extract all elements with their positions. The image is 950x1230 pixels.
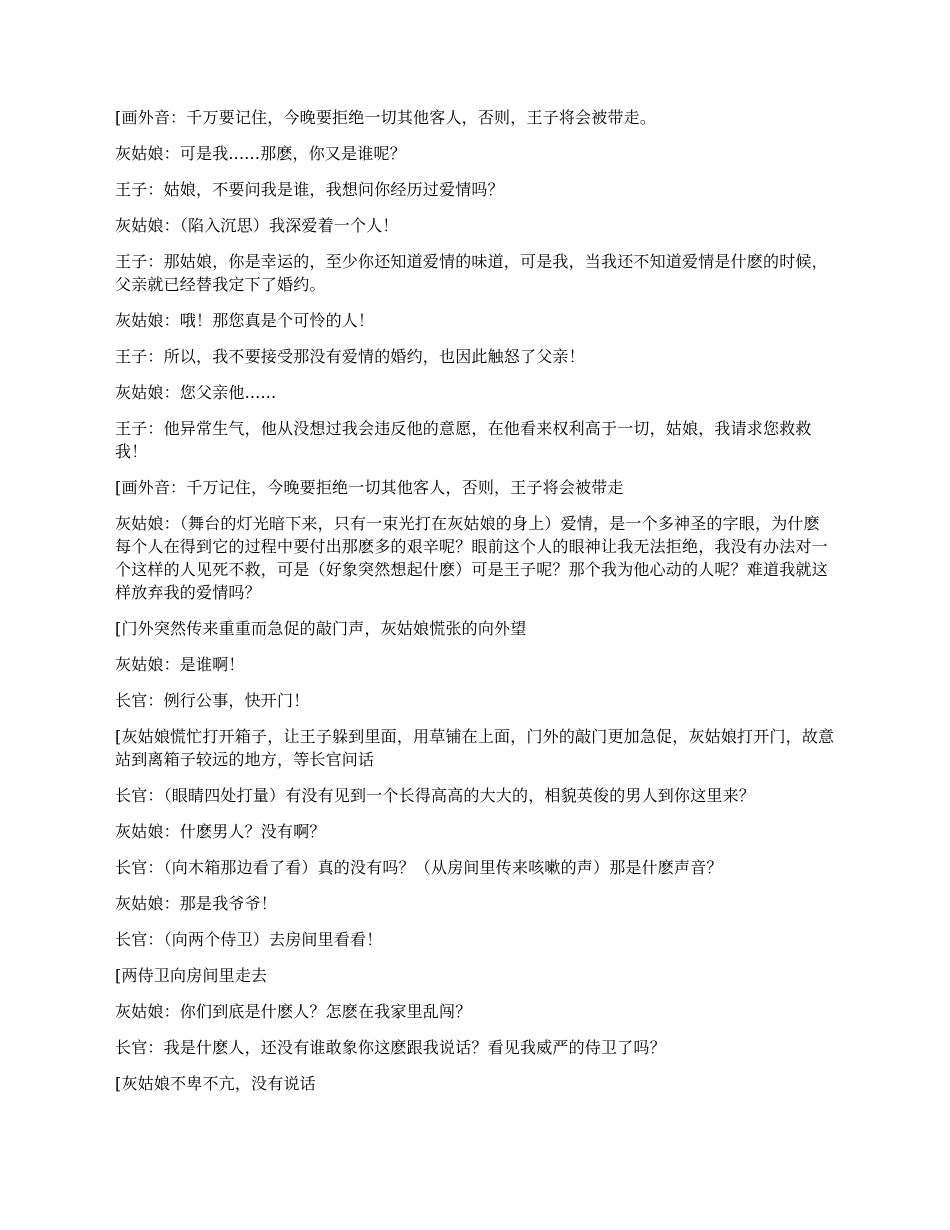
dialogue-line: 王子：那姑娘，你是幸运的，至少你还知道爱情的味道，可是我，当我还不知道爱情是什麽的时候，父亲就已经替我定下了婚约。 [115,252,828,294]
dialogue-line: 长官：（向两个侍卫）去房间里看看！ [115,930,383,949]
dialogue-line: 灰姑娘：你们到底是什麽人？怎麽在我家里乱闯？ [115,1002,472,1021]
dialogue-line: 王子：姑娘，不要问我是谁，我想问你经历过爱情吗？ [115,180,504,199]
dialogue-line: 灰姑娘：那是我爷爷！ [115,894,278,913]
dialogue-line: 灰姑娘：（舞台的灯光暗下来，只有一束光打在灰姑娘的身上）爱情，是一个多神圣的字眼，为什麽每个人在得到它的过程中要付出那麽多的艰辛呢？眼前这个人的眼神让我无法拒绝，我没有办法对一个这样的人见死不救，可是（好象突然想起什麽）可是王子呢？那个我为他心动的人呢？难道我就这样放弃我的爱情吗？ [115,514,828,602]
stage-direction: [灰姑娘不卑不亢，没有说话 [115,1074,316,1093]
dialogue-line: 灰姑娘：您父亲他...... [115,383,277,402]
dialogue-line: 长官：例行公事，快开门！ [115,691,310,710]
dialogue-line: 灰姑娘：可是我......那麽，你又是谁呢？ [115,144,406,163]
stage-direction: [画外音：千万记住，今晚要拒绝一切其他客人，否则，王子将会被带走 [115,478,624,497]
dialogue-line: 长官：（眼睛四处打量）有没有见到一个长得高高的大大的，相貌英俊的男人到你这里来？ [115,786,756,805]
dialogue-line: 灰姑娘：是谁啊！ [115,655,245,674]
stage-direction: [门外突然传来重重而急促的敲门声，灰姑娘慌张的向外望 [115,619,527,638]
dialogue-line: 王子：他异常生气，他从没想过我会违反他的意愿，在他看来权利高于一切，姑娘，我请求您救救我！ [115,419,812,461]
dialogue-line: 长官：我是什麽人，还没有谁敢象你这麽跟我说话？看见我威严的侍卫了吗？ [115,1038,666,1057]
dialogue-line: 长官：（向木箱那边看了看）真的没有吗？（从房间里传来咳嗽的声）那是什麽声音？ [115,858,723,877]
dialogue-line: 王子：所以，我不要接受那没有爱情的婚约，也因此触怒了父亲！ [115,347,585,366]
dialogue-line: 灰姑娘：哦！那您真是个可怜的人！ [115,311,375,330]
stage-direction: [灰姑娘慌忙打开箱子，让王子躲到里面，用草铺在上面，门外的敲门更加急促，灰姑娘打开门，故意站到离箱子较远的地方，等长官问话 [115,727,835,769]
dialogue-line: 灰姑娘：什麽男人？没有啊？ [115,822,326,841]
stage-direction: [两侍卫向房间里走去 [115,966,268,985]
stage-direction: [画外音：千万要记住，今晚要拒绝一切其他客人，否则，王子将会被带走。 [115,108,657,127]
script-body [115,106,835,1108]
dialogue-line: 灰姑娘：（陷入沉思）我深爱着一个人！ [115,216,399,235]
